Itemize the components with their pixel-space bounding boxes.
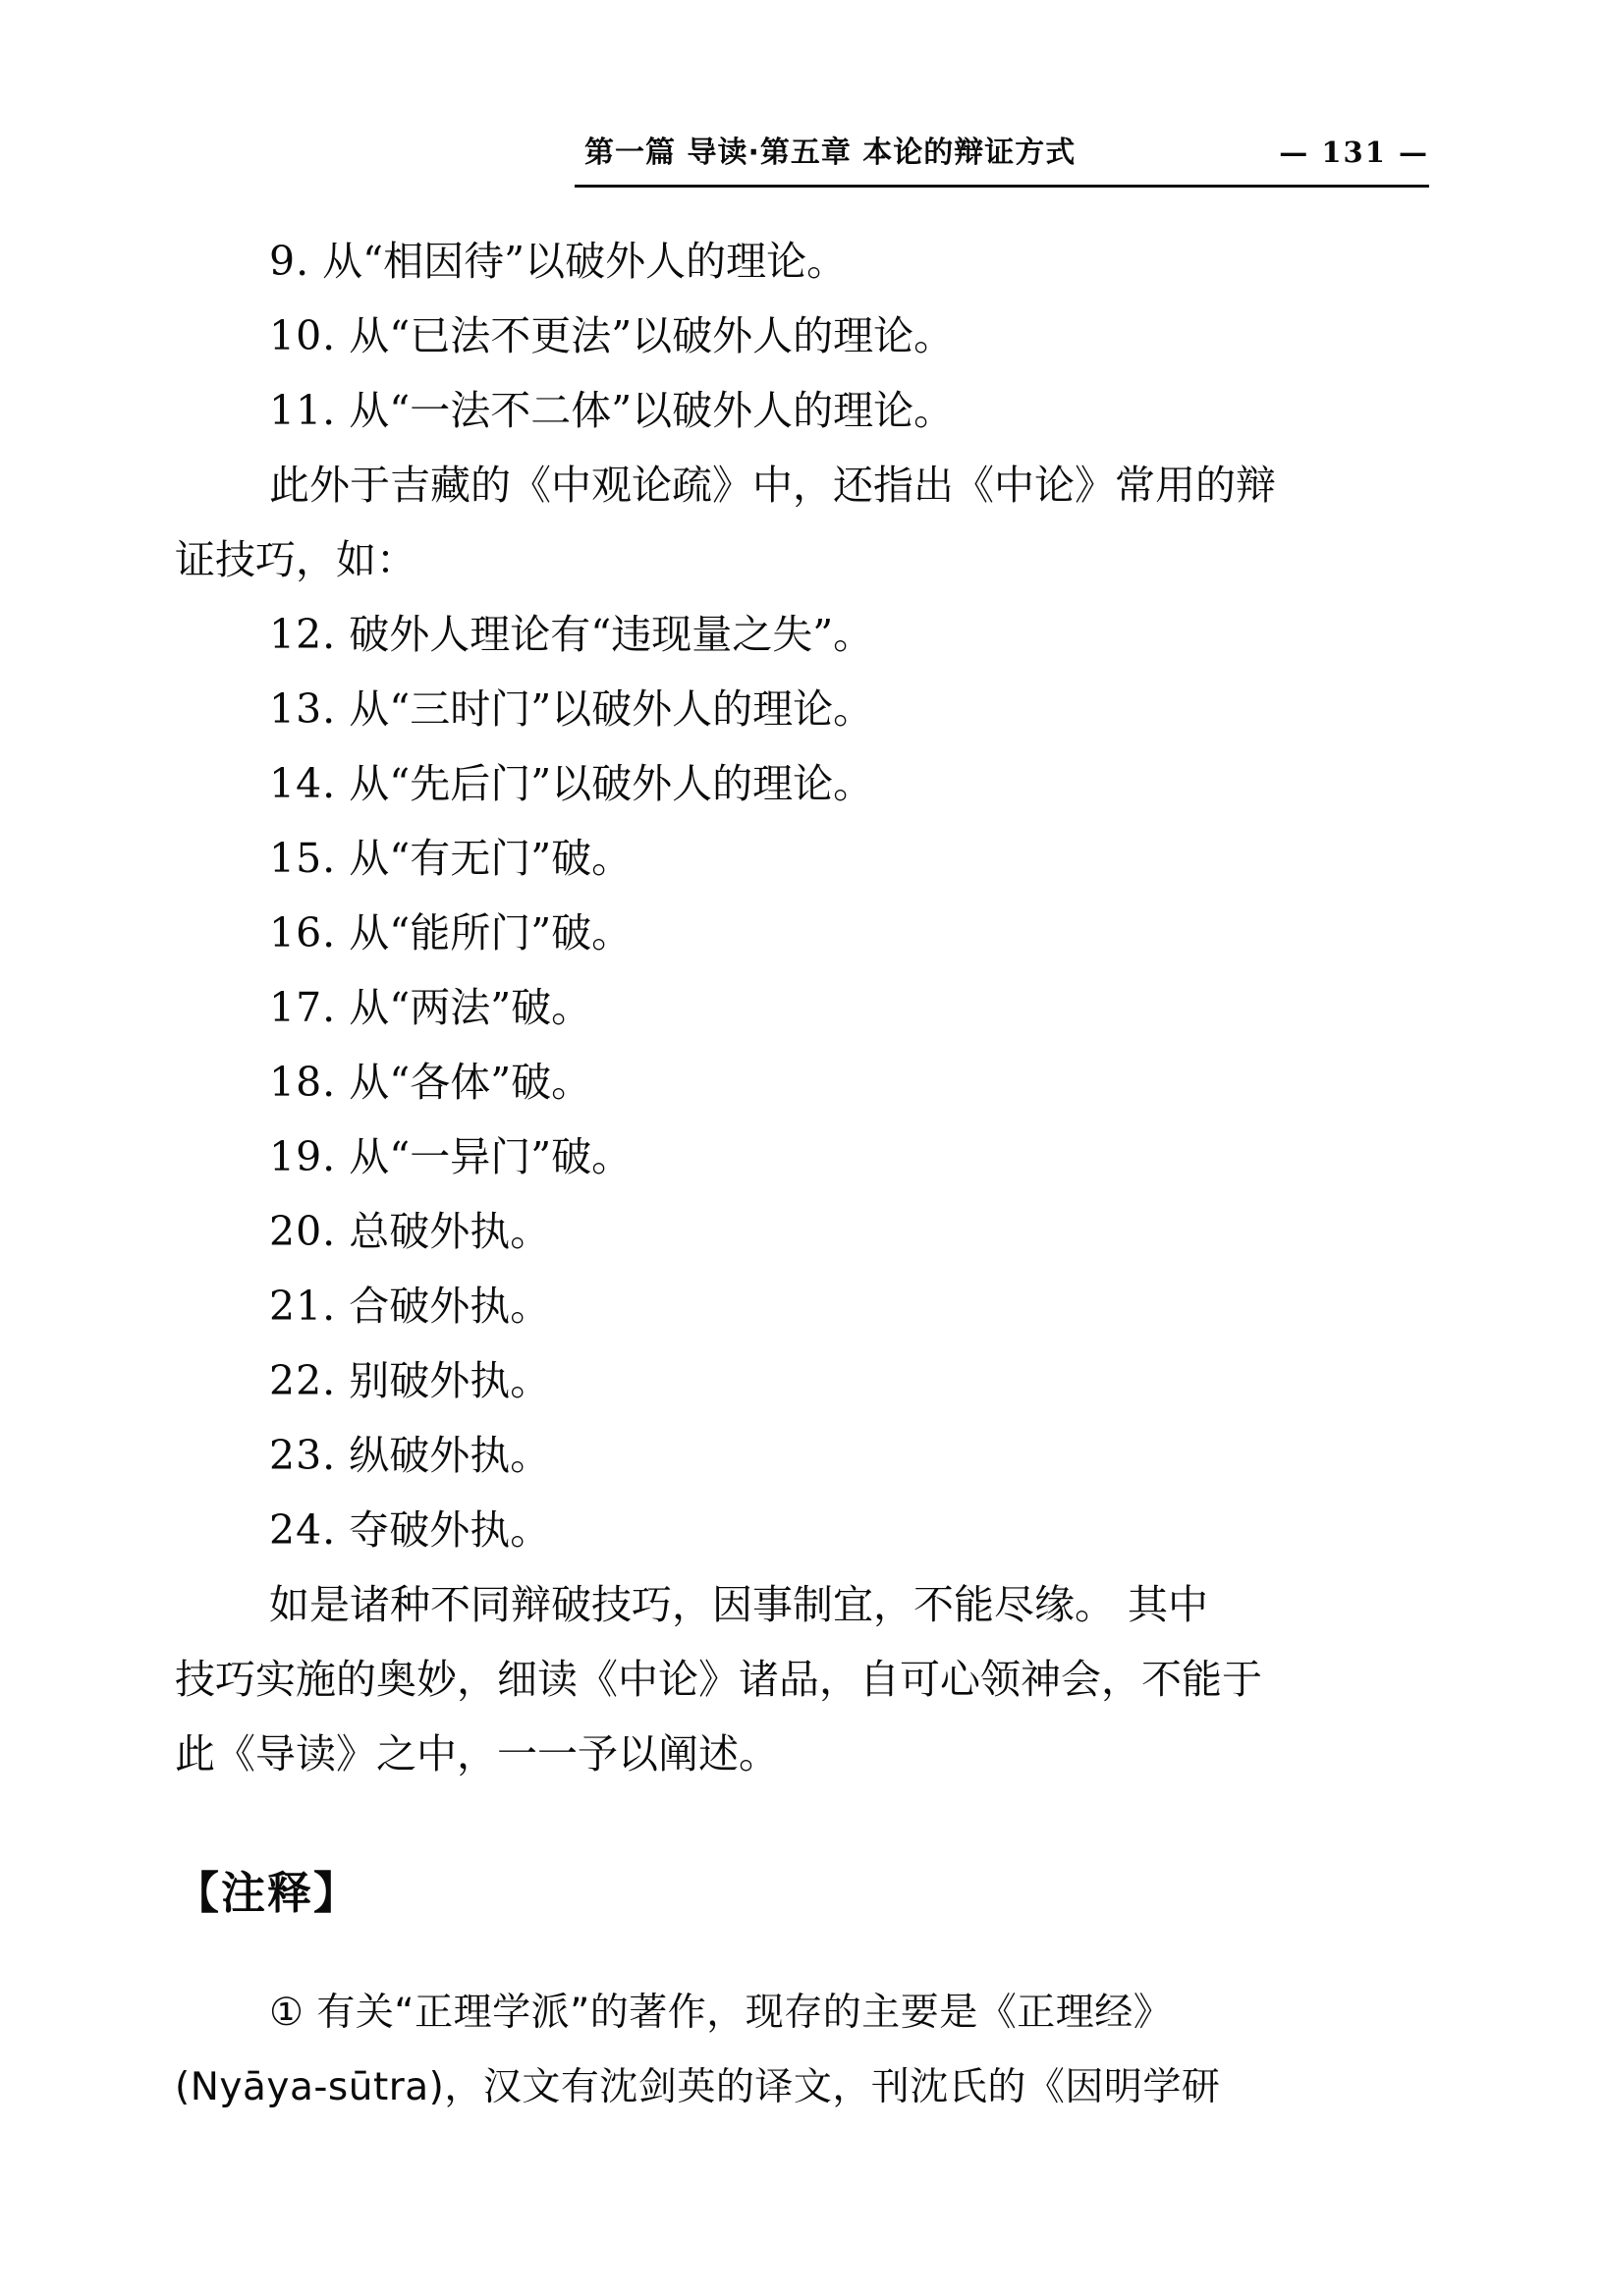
list-item: [175, 1045, 1437, 1120]
notes-heading: 【注释】: [175, 1867, 360, 1919]
paragraph-line: 技巧实施的奥妙，细读《中论》诸品，自可心领神会，不能于: [175, 1656, 1262, 1703]
list-item: [175, 746, 1437, 821]
list-item-text: 从“两法”破。: [349, 984, 592, 1031]
list-item: [175, 1493, 1437, 1567]
list-item-number: 23.: [269, 1432, 337, 1479]
note-line: (Nyāya-sūtra)，汉文有沈剑英的译文，刊沈氏的《因明学研: [175, 2065, 1221, 2109]
list-item-number: 21.: [269, 1283, 337, 1330]
list-item-number: 24.: [269, 1506, 337, 1554]
list-item: [175, 672, 1437, 746]
header-divider: [575, 185, 1429, 188]
list-item: [175, 970, 1437, 1045]
notes-body: [175, 1976, 1437, 2125]
list-item-text: 别破外执。: [349, 1357, 551, 1404]
list-item-text: 从“一异门”破。: [349, 1133, 633, 1180]
paragraph-line: 此外于吉藏的《中观论疏》中，还指出《中论》常用的辩: [269, 462, 1276, 509]
list-item: [175, 224, 1437, 299]
running-head-title: 第一篇 导读·第五章 本论的辩证方式: [584, 136, 1077, 170]
list-item-number: 14.: [269, 760, 337, 807]
list-item-text: 从“一法不二体”以破外人的理论。: [349, 387, 955, 434]
list-item-text: 从“能所门”破。: [349, 909, 633, 957]
paragraph-line: 证技巧，如：: [175, 536, 416, 583]
list-item: [175, 821, 1437, 896]
list-item: [175, 896, 1437, 970]
list-item-number: 13.: [269, 685, 337, 733]
list-item-text: 夺破外执。: [349, 1506, 551, 1554]
list-item-number: 10.: [269, 312, 337, 359]
page-number: — 131 —: [1279, 136, 1429, 169]
list-item: [175, 1343, 1437, 1418]
list-item-number: 9.: [269, 238, 310, 285]
list-item: [175, 597, 1437, 672]
list-item: [175, 1269, 1437, 1343]
list-item: [175, 1120, 1437, 1194]
list-item-text: 从“有无门”破。: [349, 835, 633, 882]
list-item: [175, 299, 1437, 373]
list-item-number: 20.: [269, 1208, 337, 1255]
list-item-text: 从“各体”破。: [349, 1059, 592, 1106]
note-line: ① 有关“正理学派”的著作，现存的主要是《正理经》: [269, 1991, 1173, 2035]
list-item-number: 19.: [269, 1133, 337, 1180]
list-item-number: 18.: [269, 1059, 337, 1106]
list-item: [175, 1418, 1437, 1493]
list-item-number: 16.: [269, 909, 337, 957]
list-item-number: 11.: [269, 387, 337, 434]
list-item-text: 纵破外执。: [349, 1432, 551, 1479]
list-item-text: 破外人理论有“违现量之失”。: [349, 611, 874, 658]
list-item: [175, 1194, 1437, 1269]
list-item-text: 从“先后门”以破外人的理论。: [349, 760, 874, 807]
running-head: [172, 128, 1429, 171]
list-item-number: 17.: [269, 984, 337, 1031]
paragraph-line: 此《导读》之中，一一予以阐述。: [175, 1730, 779, 1777]
list-item-text: 总破外执。: [349, 1208, 551, 1255]
list-item: [175, 373, 1437, 448]
list-item-number: 15.: [269, 835, 337, 882]
paragraph-line: 如是诸种不同辩破技巧，因事制宜，不能尽缘。 其中: [269, 1581, 1209, 1628]
list-item-text: 合破外执。: [349, 1283, 551, 1330]
list-item-number: 22.: [269, 1357, 337, 1404]
list-item-text: 从“三时门”以破外人的理论。: [349, 685, 874, 733]
list-item-text: 从“已法不更法”以破外人的理论。: [349, 312, 955, 359]
page-body: [175, 224, 1437, 2125]
list-item-number: 12.: [269, 611, 337, 658]
list-item-text: 从“相因待”以破外人的理论。: [322, 238, 848, 285]
